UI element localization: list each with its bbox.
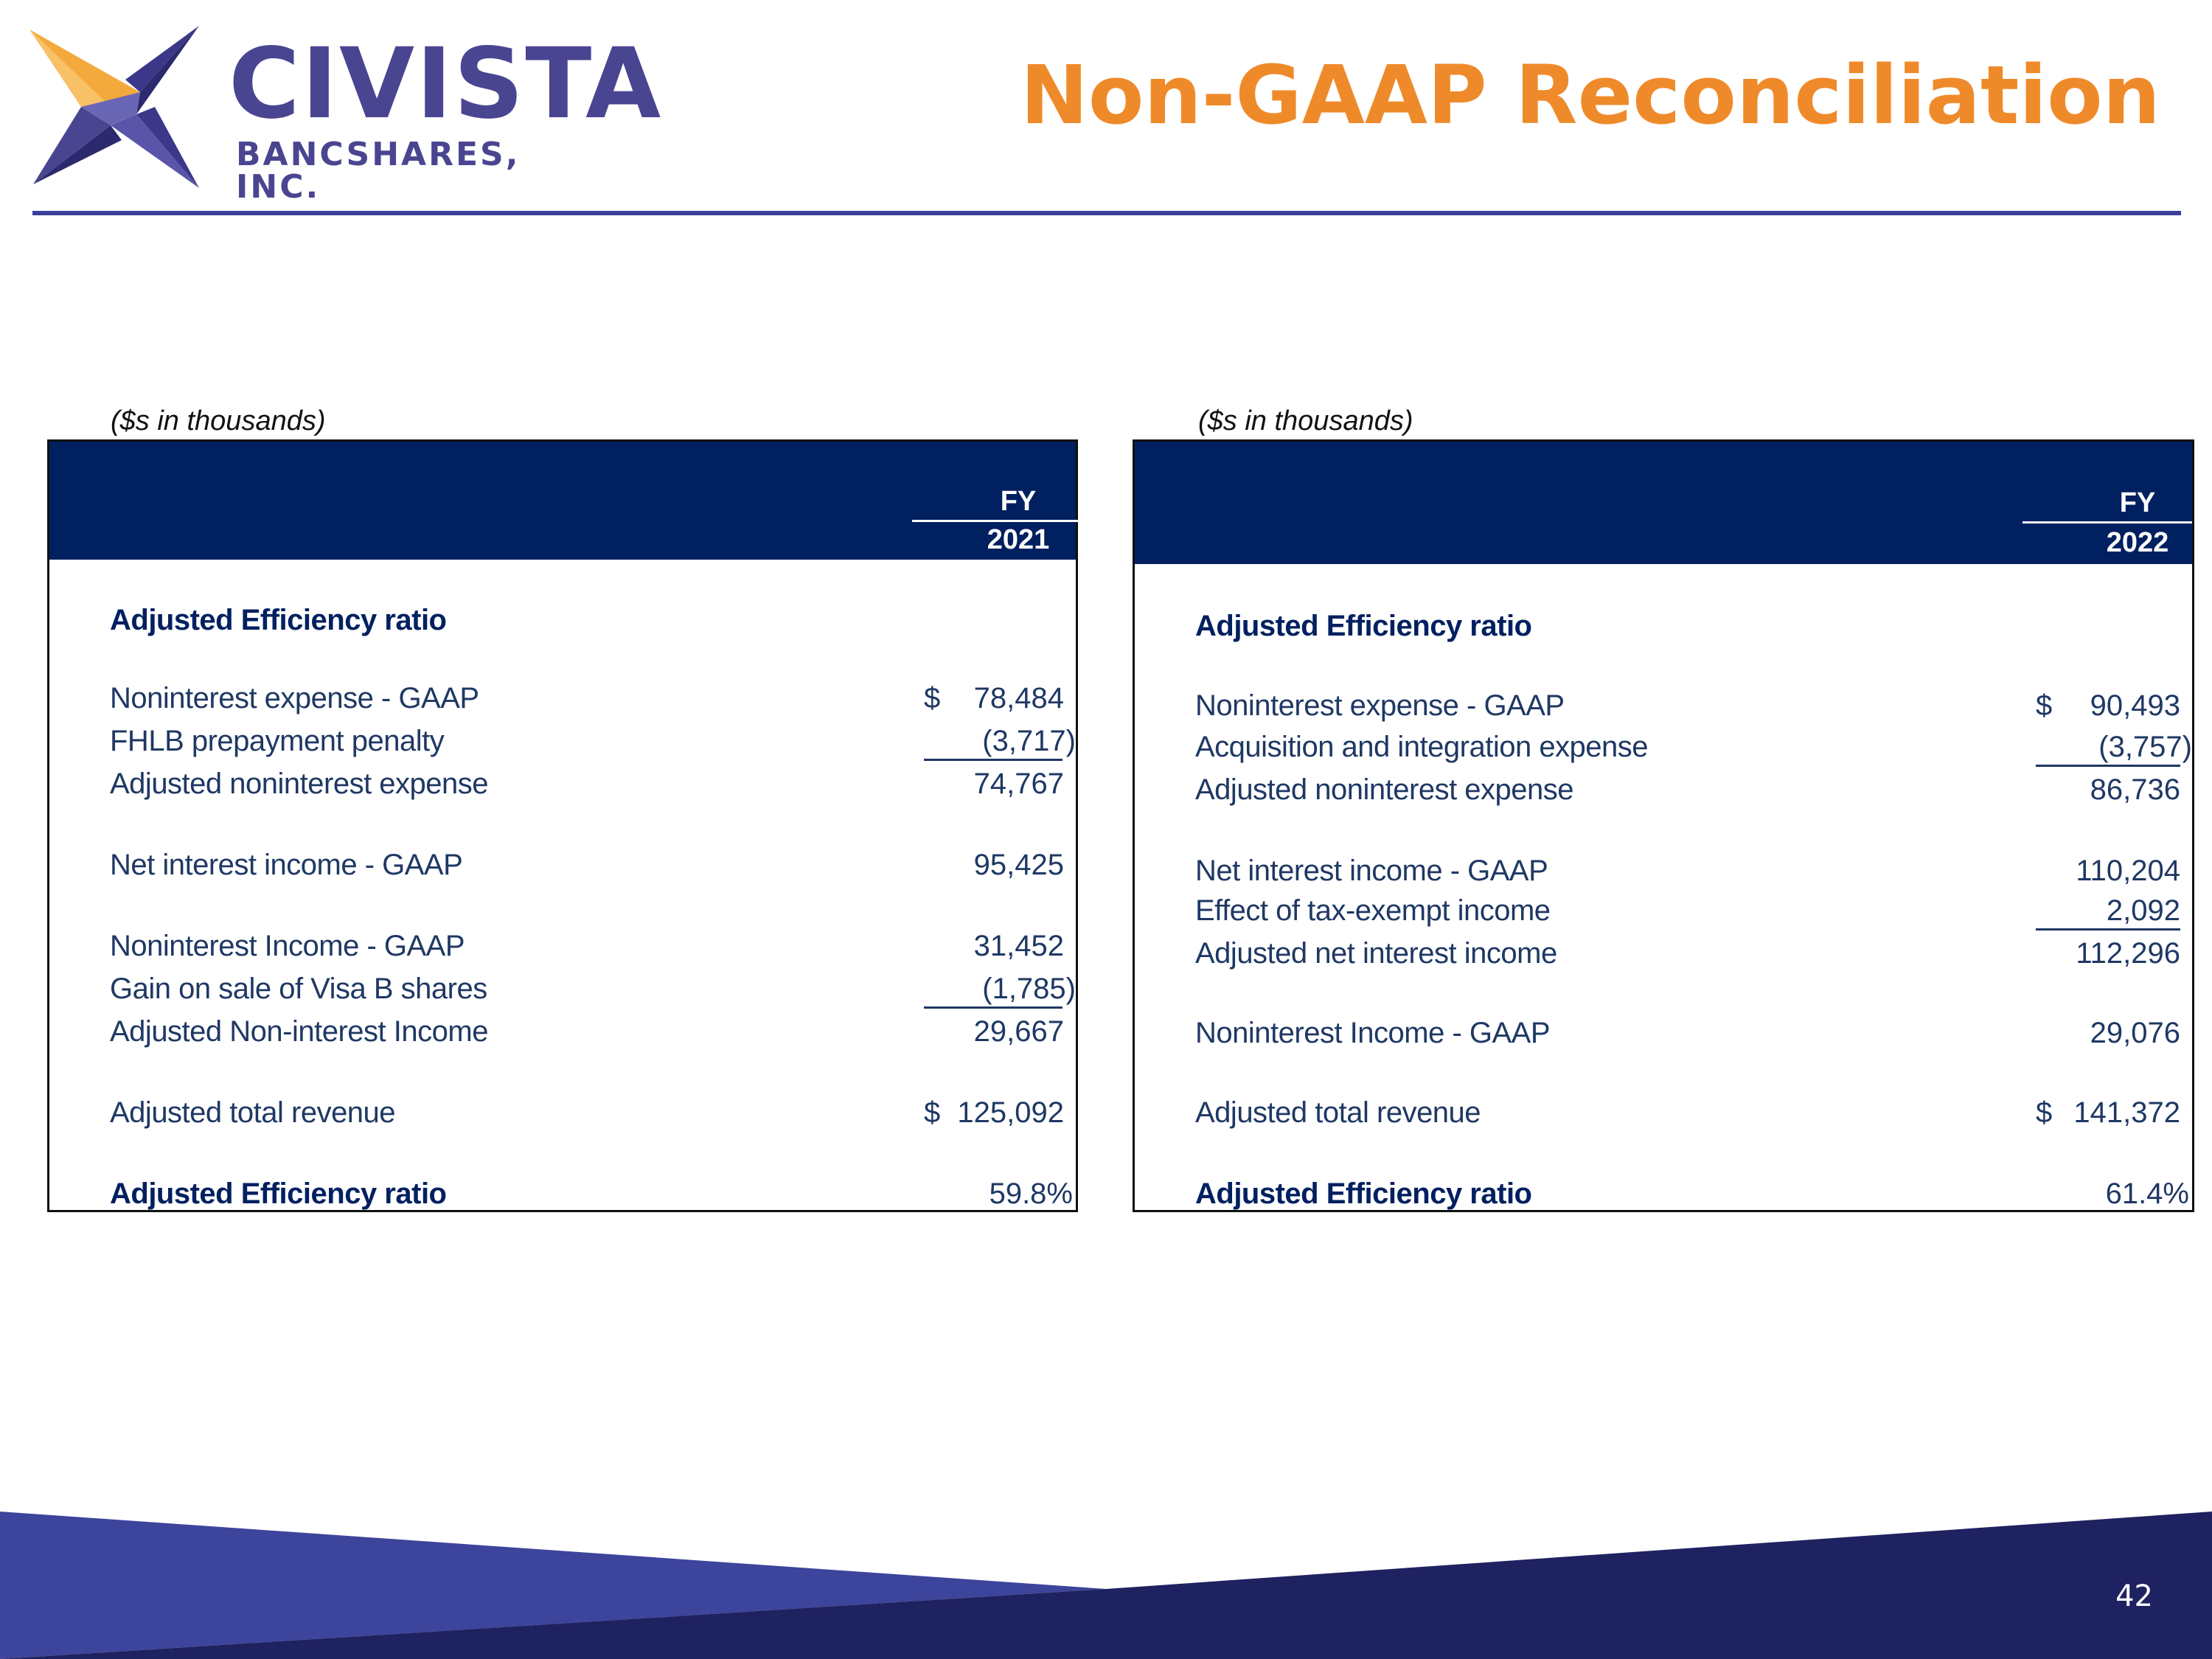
row-value: 74,767 xyxy=(973,768,1064,800)
table-row xyxy=(1135,1015,2192,1052)
table-row xyxy=(1135,1095,2192,1132)
row-value: 112,296 xyxy=(2076,937,2180,970)
reconciliation-table-fy2022 xyxy=(1133,439,2194,1212)
table-row xyxy=(49,971,1076,1008)
subtotal-underline xyxy=(2036,928,2180,931)
table-row xyxy=(49,766,1076,803)
row-label: Adjusted Efficiency ratio xyxy=(1195,1178,1532,1210)
table-header xyxy=(1135,442,2192,564)
row-value: 95,425 xyxy=(973,849,1064,881)
header-divider xyxy=(32,211,2181,215)
table-row xyxy=(49,681,1076,717)
row-label: Adjusted net interest income xyxy=(1195,937,1557,970)
table-row xyxy=(1135,729,2192,766)
row-label: Net interest income - GAAP xyxy=(110,849,463,881)
row-value: 86,736 xyxy=(2090,773,2180,806)
row-value: 59.8% xyxy=(989,1178,1073,1210)
table-row xyxy=(1135,936,2192,973)
row-dollar: $ xyxy=(924,682,941,714)
row-label: Adjusted noninterest expense xyxy=(110,768,489,800)
logo-subtitle: BANCSHARES, INC. xyxy=(236,136,521,206)
table-row xyxy=(49,928,1076,965)
row-dollar: $ xyxy=(924,1096,941,1129)
company-logo xyxy=(29,22,663,206)
row-value: 29,076 xyxy=(2090,1017,2180,1049)
header-divider-line xyxy=(912,520,1082,522)
row-label: Adjusted Efficiency ratio xyxy=(1195,610,1532,642)
table-row xyxy=(1135,893,2192,930)
footer-banner xyxy=(0,1512,2212,1659)
row-label: Gain on sale of Visa B shares xyxy=(110,973,487,1005)
row-label: FHLB prepayment penalty xyxy=(110,725,445,757)
row-label: Noninterest expense - GAAP xyxy=(1195,689,1565,722)
units-note-right: ($s in thousands) xyxy=(1198,406,1413,437)
table-row xyxy=(49,1176,1076,1213)
row-dollar: $ xyxy=(2036,1096,2053,1129)
row-value: (1,785) xyxy=(982,973,1076,1005)
row-label: Noninterest Income - GAAP xyxy=(110,930,465,962)
header-fy: FY xyxy=(1000,486,1037,517)
row-label: Adjusted noninterest expense xyxy=(1195,773,1574,806)
table-row xyxy=(1135,772,2192,809)
table-row xyxy=(1135,1176,2192,1213)
row-label: Adjusted Efficiency ratio xyxy=(110,1178,447,1210)
row-value: 31,452 xyxy=(973,930,1064,962)
table-row xyxy=(49,847,1076,884)
row-value: (3,717) xyxy=(982,725,1076,757)
row-value: 2,092 xyxy=(2106,894,2180,927)
header-year: 2021 xyxy=(987,524,1050,555)
subtotal-underline xyxy=(924,1006,1062,1009)
logo-name: CIVISTA xyxy=(229,27,663,141)
table-row xyxy=(49,723,1076,760)
row-value: 125,092 xyxy=(957,1096,1064,1129)
page-number: 42 xyxy=(2115,1579,2153,1613)
row-label: Net interest income - GAAP xyxy=(1195,855,1548,887)
units-note-left: ($s in thousands) xyxy=(111,406,326,437)
row-label: Effect of tax-exempt income xyxy=(1195,894,1551,927)
row-value: 141,372 xyxy=(2073,1096,2180,1129)
row-value: (3,757) xyxy=(2098,731,2192,763)
table-row xyxy=(49,602,1076,639)
row-value: 78,484 xyxy=(973,682,1064,714)
row-label: Acquisition and integration expense xyxy=(1195,731,1649,763)
table-row xyxy=(49,1095,1076,1132)
star-logo-icon xyxy=(29,22,206,192)
table-header xyxy=(49,442,1076,560)
row-value: 110,204 xyxy=(2076,855,2180,887)
table-row xyxy=(1135,688,2192,725)
row-value: 90,493 xyxy=(2090,689,2180,722)
header-divider-line xyxy=(2023,521,2192,524)
table-row xyxy=(1135,608,2192,645)
row-value: 61.4% xyxy=(2105,1178,2189,1210)
row-label: Noninterest Income - GAAP xyxy=(1195,1017,1551,1049)
row-value: 29,667 xyxy=(973,1015,1064,1048)
page-title: Non-GAAP Reconciliation xyxy=(1020,48,2160,142)
subtotal-underline xyxy=(2036,765,2180,767)
table-row xyxy=(1135,853,2192,890)
subtotal-underline xyxy=(924,759,1062,761)
row-label: Adjusted total revenue xyxy=(1195,1096,1481,1129)
header-fy: FY xyxy=(2119,487,2156,518)
row-label: Adjusted Efficiency ratio xyxy=(110,604,447,636)
row-label: Adjusted total revenue xyxy=(110,1096,396,1129)
row-dollar: $ xyxy=(2036,689,2053,722)
reconciliation-table-fy2021 xyxy=(47,439,1078,1212)
header-year: 2022 xyxy=(2106,527,2169,558)
table-row xyxy=(49,1014,1076,1051)
row-label: Noninterest expense - GAAP xyxy=(110,682,479,714)
row-label: Adjusted Non-interest Income xyxy=(110,1015,488,1048)
